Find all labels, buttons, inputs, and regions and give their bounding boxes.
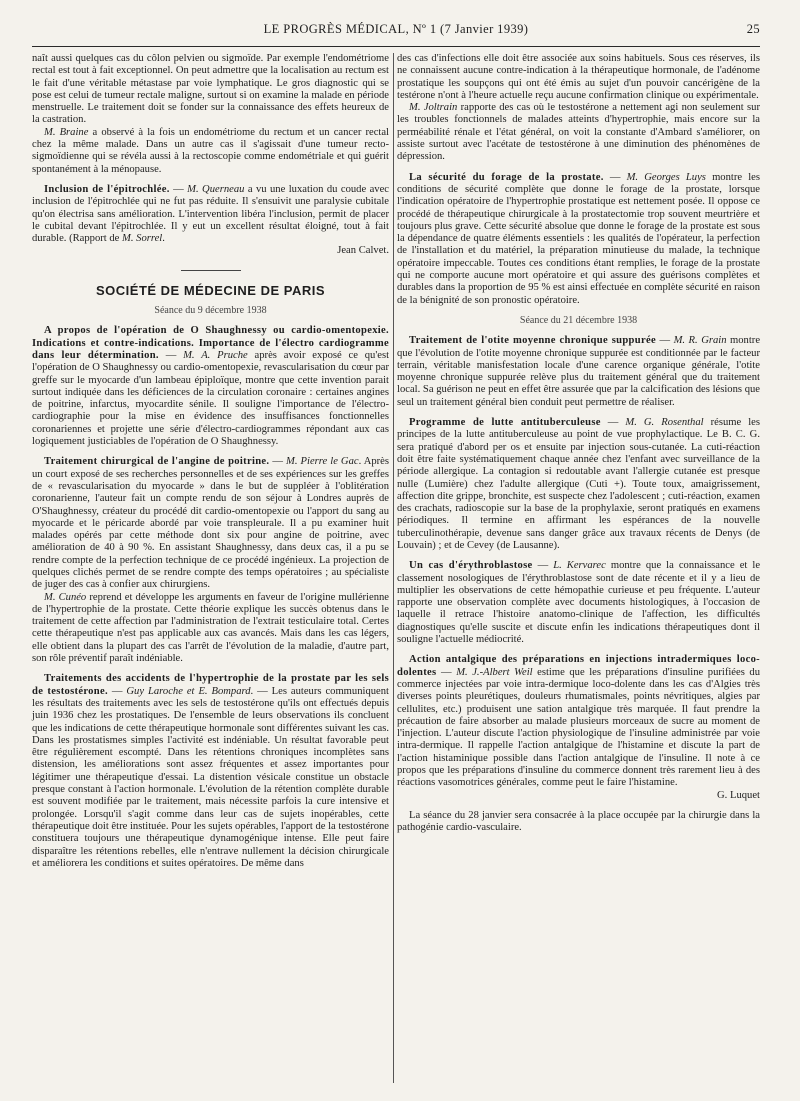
paragraph-text: montre que la connaissance et le classement nosologiques de l'érythroblastose sont de date récente et il y a lieu de multiplier les observations de cette hémopathie curieuse et peu fréquente. L'auteur rapporte une observation complète avec documents histologiques, à l'occasion de laquelle il retrace l'histoire anatomo-clinique de l'affection, les difficultés diagnostiques qu'elle suscite et discute enfin les indications thérapeutiques dont il souligne l'actuelle médiocrité. bbox=[397, 560, 761, 646]
column-divider bbox=[393, 53, 394, 1083]
author-name: M. Georges Luys bbox=[626, 171, 706, 183]
dash: — bbox=[600, 417, 626, 429]
page-number: 25 bbox=[746, 22, 760, 36]
dash: — bbox=[655, 335, 674, 347]
paragraph-text: reprend et développe les arguments en faveur de l'origine mullérienne de l'hypertrophie de la prostate. Cette théorie explique les succès obtenus dans le traitement de cette affection par l'administration de l'extrait testiculaire total. Certes cette thérapeutique n'est pas applicable aux cas avancés. Mais dans les cas légers, elle obtient dans la plupart des cas l'arrêt de l'évolution de la maladie, d'autre part, son rôle préventif paraît indéniable. bbox=[32, 591, 389, 665]
angine-paragraph bbox=[32, 456, 389, 591]
paragraph-text: . — Les auteurs communiquent les résultats des traitements avec les sels de testostérone qu'ils ont effectués depuis juin 1936 chez les prostatiques. De l'ensemble de leurs observations ils concluent que les indications de cette thérapeutique hormonale sont différentes suivant les cas. Dans les prostatismes simples l'activité est indéniable. Un résultat favorable peut être régulièrement escompté. Dans les rétentions chroniques incomplètes sans distension, les améliorations sont assez fréquentes et assez importantes pour légitimer une thérapeutique d'essai. La distention vésicale constitue un obstacle presque constant à l'action hormonale. L'évolution de la rétention complète durable est souvent modifiée par le traitement, mais nécessite parfois la cure intensive et prolongée. Lorsqu'il s'agit comme dans leur cas de sujets inopérables, cette thérapeutique doit être instituée. Pour les sujets opérables, l'apport de la testostérone constituera toujours une thérapeutique dynamogénique intense. Elle peut faire disparaître les rétentions rebelles, elle n'entrave nullement la décision chirurgicale et améliorera les conditions et suites opératoires. De même dans bbox=[32, 685, 389, 869]
paragraph-text: montre les conditions de sécurité complète que donne le forage de la prostate, lorsque l'indication opératoire de l'hypertrophie prostatique est nettement posée. Il oppose ce procédé de thérapeutique chirurgicale à la prostatectomie trop souvent meurtrière et toujours plus grave. Cette sécurité absolue que donne le forage de la prostate est sous la dépendance de quatre éléments essentiels : les qualités de l'opérateur, la perfection de l'installation et du matériel, la préparation minutieuse du malade, la technique opératoire impeccable. Toutes ces conditions étant remplies, le forage de la prostate qui ne comporte aucune mort opératoire et qui assure des guérisons complètes et durables dans la proportion de 95 % est ainsi effectuée en complète sécurité en raison de la bénignité de son pronostic opératoire. bbox=[397, 171, 760, 306]
shaughnessy-paragraph bbox=[32, 325, 389, 448]
right-column bbox=[397, 53, 760, 835]
reporter-name: M. Sorrel bbox=[122, 233, 163, 245]
author-name: M. Querneau bbox=[187, 183, 245, 195]
author-name: M. Braine bbox=[44, 126, 89, 138]
article-title: Traitement chirurgical de l'angine de poitrine. bbox=[44, 456, 270, 468]
paragraph-text: a observé à la fois un endométriome du rectum et un cancer rectal chez la même malade. Dans un autre cas il s'agissait d'une tumeur recto-sigmoïdienne qui se révéla aussi à la rectoscopie comme endométriale et qui guérit spontanément à la ménopause. bbox=[32, 126, 389, 175]
epitrochlee-paragraph bbox=[32, 184, 389, 245]
seance-date: Séance du 9 décembre 1938 bbox=[154, 305, 267, 317]
dash: — bbox=[603, 171, 627, 183]
joltrain-paragraph bbox=[397, 102, 760, 163]
author-name: Guy Laroche et E. Bompard bbox=[126, 685, 251, 697]
otite-paragraph bbox=[397, 335, 760, 409]
braine-paragraph bbox=[32, 127, 389, 176]
author-name: M. Cunéo bbox=[44, 591, 87, 603]
article-title: Programme de lutte antituberculeuse bbox=[409, 417, 601, 429]
seance-date: Séance du 21 décembre 1938 bbox=[519, 314, 638, 326]
author-name: M. A. Pruche bbox=[183, 349, 248, 361]
author-name: M. J.-Albert Weil bbox=[456, 666, 533, 678]
section-rule bbox=[181, 270, 241, 271]
dash: — bbox=[158, 349, 184, 361]
tuberculose-paragraph bbox=[397, 417, 760, 552]
article-title: Inclusion de l'épitrochlée. bbox=[44, 183, 170, 195]
paragraph-text: rapporte des cas où le testostérone a nettement agi non seulement sur les troubles fonctionnels de malades atteints d'hypertrophie, mais encore sur la perméabilité rénale et l'état général, on voit la constante d'Ambard s'améliorer, on assiste surtout avec l'acétate de testostérone à une diminution des phénomènes de dépression. bbox=[397, 102, 760, 163]
endometriome-paragraph: naît aussi quelques cas du côlon pelvien ou sigmoïde. Par exemple l'endométriome rectal est tout à fait exceptionnel. On peut admettre que la localisation au rectum est le fait d'une véritable métastase par voie lymphatique. Le gros diagnostic qui se pose est celui de tumeur rectale maligne, surtout si on examine la malade en période menstruelle. Le traitement doit se fonder sur la connaissance des effets heureux de la castration. bbox=[32, 53, 389, 126]
paragraph-text: résume les principes de la lutte antituberculeuse au point de vue prophylactique. Le B. C. G. sera pratiqué d'abord per os et ensuite par injection sous-cutanée. La cuti-réaction doit être faite systématiquement chaque année chez l'enfant avec surveillance de la période allergique. La contagion si redoutable avant l'allergie cutanée est presque nulle (Lumière) chez l'adulte allergique (Cuti +). Toute toux, amaigrissement, affection dite grippe, bronchite, est suspecte chez l'adolescent ; cuti-réaction, examen des crachats, radioscopie sur la base de la prophylaxie, seront pratiqués en examens périodiques. Il termine en affirmant les espérances de la nouvelle tuberculinothérapie, devenue sans danger grâce aux travaux récents de Denys (de Louvain) ; et de Cevey (de Lausanne). bbox=[397, 417, 760, 551]
left-column bbox=[32, 53, 389, 870]
header-rule bbox=[32, 46, 760, 47]
article-title: Action antalgique des préparations en injections intradermiques loco-dolentes bbox=[397, 654, 760, 678]
paragraph-text: . Après un court exposé de ses recherches personnelles et de ses expériences sur les greffes de « revascularisation du myocarde » dans le but de suppléer à l'oblitération coronarienne, l'auteur fait un compte rendu de son séjour à Londres auprès de O'Shaughnessy, créateur du procédé dit cardio-omentopexie ou l'apport du sang au myocarde et le péricarde abordé par voie transpleurale. Il a pu examiner huit malades opérés par cette méthode dont six pour angine de poitrine, avec amélioration de 40 à 90 %. En assistant Shaughnessy, dans deux cas, il a pu se rendre compte de la perfection technique de ce procédé ingénieux. La projection de quelques clichés permet de se rendre compte des temps opératoires ; au spécialiste de juger des cas à confier aux chirurgiens. bbox=[32, 456, 389, 591]
journal-title: LE PROGRÈS MÉDICAL, Nº 1 (7 Janvier 1939) bbox=[263, 22, 529, 36]
author-name: M. G. Rosenthal bbox=[625, 417, 704, 429]
author-name: M. Pierre le Gac bbox=[286, 456, 359, 468]
forage-paragraph bbox=[397, 172, 760, 307]
dash: — bbox=[532, 560, 554, 572]
article-title: Traitements des accidents de l'hypertrophie de la prostate par les sels de testostérone. bbox=[32, 673, 389, 697]
paragraph-text: après avoir exposé ce qu'est l'opération de O Shaughnessy ou cardio-omentopexie, revascularisation du cœur par greffe sur le myocarde d'un lambeau épiploïque, montre que cette invention parait surtout indiquée dans les déficiences de la circulation coronaire : certaines angines de poitrine, infarctus, myocardite sénile. Il souligne l'importance de l'électro-cardiographie pour la mise en évidence des insuffisances fonctionnelles coronariennes et projette une série d'électro-cardiogrammes répondant aux cas logiquement justiciables de l'opération de O Shaughnessy. bbox=[32, 349, 390, 448]
signature: G. Luquet bbox=[717, 789, 760, 801]
paragraph-end: . bbox=[162, 233, 165, 245]
testosterone-paragraph bbox=[32, 673, 389, 870]
running-head bbox=[32, 22, 760, 42]
dash: — bbox=[107, 685, 127, 697]
insuline-paragraph bbox=[397, 654, 760, 789]
article-title: Un cas d'érythroblastose bbox=[409, 560, 533, 572]
society-heading: SOCIÉTÉ DE MÉDECINE DE PARIS bbox=[95, 282, 325, 298]
continuation-paragraph: des cas d'infections elle doit être associée aux soins habituels. Sous ces réserves, ils ne connaissent aucune contre-indication à la thérapeutique hormonale, de l'adénome prostatique les soupçons qui ont été émis au sujet d'un pouvoir cancérigène de la testérone n'ont à l'heure actuelle reçu aucune confirmation clinique ou expérimentale. bbox=[397, 53, 760, 101]
dash: — bbox=[269, 456, 287, 468]
closing-note: La séance du 28 janvier sera consacrée à la place occupée par la chirurgie dans la pathogénie cardio-vasculaire. bbox=[397, 809, 760, 834]
article-title: A propos de l'opération de O Shaughnessy ou cardio-omentopexie. Indications et contre-indications. Importance de l'électro cardiogramme dans leur détermination. bbox=[32, 325, 389, 361]
paragraph-text: estime que les préparations d'insuline purifiées du commerce injectées par voie intra-dermique loco-dolente dans les cas d'Algies très diverses points pleurétiques, douleurs rhumatismales, points névritiques, algies par cellulites, etc.) produisent une sation antalgique très marquée. Il faut prendre la précaution de faire absorber au malade plusieurs morceaux de sucre au moment de l'injection. L'auteur discute l'action physiologique de l'insuline administrée par voie intra-dermique. Il rappelle l'action antalgique de l'histamine et discute la part de l'action histaminique possible dans l'action antalgique de l'insuline. Il note à ce propos que les préparations d'insuline du commerce donnent très rarement lieu à des réactions vasomotrices générales, comme peut le faire l'histamine. bbox=[397, 666, 760, 789]
paragraph-text: a vu une luxation du coude avec inclusion de l'épitrochlée qui ne fut pas réduite. Il s'ensuivit une paralysie cubitale qu'on électrisa sans amélioration. L'intervention libéra l'inclusion, permit de placer le cubital devant l'épitrochlée. Il y eut un excellent résultat éloigné, tout à fait durable. (Rapport de bbox=[32, 183, 389, 245]
dash: — bbox=[436, 666, 457, 678]
article-title: La sécurité du forage de la prostate. bbox=[409, 171, 604, 183]
signature: Jean Calvet. bbox=[337, 245, 389, 257]
cuneo-paragraph bbox=[32, 592, 389, 666]
dash: — bbox=[169, 183, 188, 195]
author-name: M. R. Grain bbox=[673, 335, 727, 347]
paragraph-text: montre que l'évolution de l'otite moyenne chronique suppurée est conditionnée par le facteur terrain, véritable manisfestation locale d'une carence organique générale, l'otite moyenne chronique suppurée relève plus du traitement général que du traitement local. Sa guérison ne peut en effet être assurée que par la calcification des lésions que seul un traitement général bien conduit peut permettre de réaliser. bbox=[397, 335, 761, 408]
author-name: M. Joltrain bbox=[409, 102, 458, 114]
columns bbox=[32, 53, 760, 1093]
author-name: L. Kervarec bbox=[553, 560, 606, 572]
erythroblastose-paragraph bbox=[397, 560, 760, 646]
article-title: Traitement de l'otite moyenne chronique suppurée bbox=[409, 335, 656, 347]
